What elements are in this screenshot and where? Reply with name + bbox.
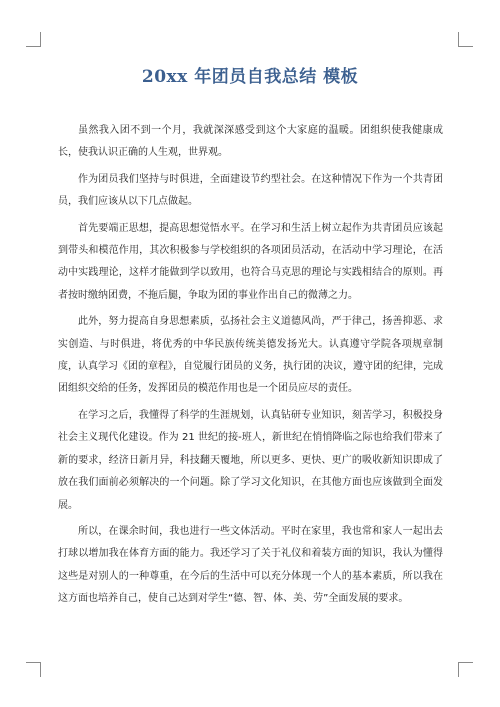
document-body <box>58 120 443 615</box>
crop-mark-bottom-right <box>458 662 473 677</box>
paragraph-6: 所以，在课余时间，我也进行一些文体活动。平时在家里，我也常和家人一起出去打球以增加我在体育方面的能力。我还学习了关于礼仪和着装方面的知识，我认为懂得这些是对别人的一种尊重，在今后的生活中可以充分体现一个人的基本素质，所以我在这方面也培养自己，使自己达到对学生“德、智、体、美、劳”全面发展的要求。 <box>58 525 443 605</box>
paragraph-4: 此外，努力提高自身思想素质，弘扬社会主义道德风尚，严于律己，扬善抑恶、求实创造、与时俱进，将优秀的中华民族传统美德发扬光大。认真遵守学院各项规章制度，认真学习《团的章程》，自觉履行团员的义务，执行团的决议，遵守团的纪律，完成团组织交给的任务，发挥团员的模范作用也是一个团员应尽的责任。 <box>58 316 443 395</box>
crop-mark-top-right <box>458 32 473 47</box>
paragraph-1: 虽然我入团不到一个月，我就深深感受到这个大家庭的温暖。团组织使我健康成长，使我认识正确的人生观，世界观。 <box>58 125 443 159</box>
paragraph-3: 首先要端正思想，提高思想觉悟水平。在学习和生活上树立起作为共青团员应该起到带头和模范作用，其次积极参与学校组织的各项团员活动，在活动中学习理论，在活动中实践理论，这样才能做到学以致用，也符合马克思的理论与实践相结合的原则。再者按时缴纳团费，不拖后腿，争取为团的事业作出自己的微薄之力。 <box>58 222 443 301</box>
document-title: 20xx 年团员自我总结 模板 <box>141 67 359 87</box>
paragraph-2: 作为团员我们坚持与时俱进，全面建设节约型社会。在这种情况下作为一个共青团员，我们应该从以下几点做起。 <box>58 173 443 208</box>
crop-mark-bottom-left <box>26 662 41 677</box>
paragraph-5: 在学习之后，我懂得了科学的生涯规划，认真钻研专业知识，刻苦学习，积极投身社会主义现代化建设。作为 21 世纪的接-班人，新世纪在悄悄降临之际也给我们带来了新的要求，经济日新月异，科技翻天覆地，所以更多、更快、更广的吸收新知识即成了放在我们面前必须解决的一个问题。除了学习文化知识，在其他方面也应该做到全面发展。 <box>58 409 443 511</box>
crop-mark-top-left <box>26 32 41 47</box>
